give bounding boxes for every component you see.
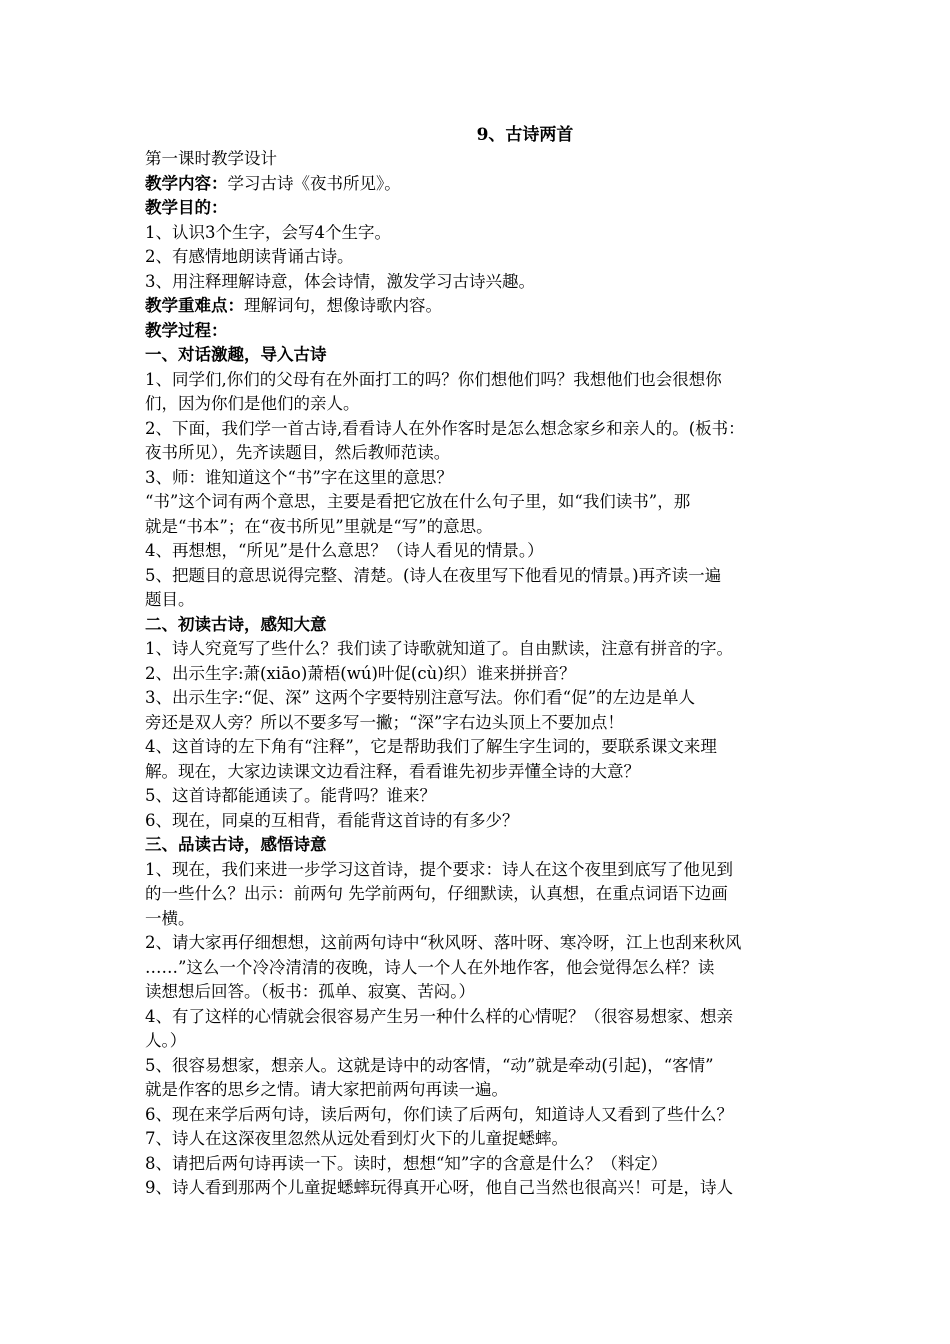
section-label: 二、初读古诗，感知大意: [145, 614, 327, 634]
text-line: [145, 196, 811, 221]
line-text: 1、同学们,你们的父母有在外面打工的吗？你们想他们吗？我想他们也会很想你: [145, 369, 722, 389]
text-line: [145, 1103, 811, 1128]
text-line: [145, 1054, 811, 1079]
line-text: 9、诗人看到那两个儿童捉蟋蟀玩得真开心呀，他自己当然也很高兴！可是，诗人: [145, 1178, 733, 1197]
text-line: [145, 1176, 811, 1201]
line-text: 4、再想想，“所见”是什么意思？（诗人看见的情景。）: [145, 541, 544, 560]
text-line: [145, 980, 811, 1005]
line-text: 6、现在来学后两句诗，读后两句，你们读了后两句，知道诗人又看到了些什么？: [145, 1104, 733, 1124]
text-line: [145, 172, 811, 197]
line-text: 1、认识3个生字，会写4个生字。: [145, 222, 391, 242]
line-text: ……”这么一个冷冷清清的夜晚，诗人一个人在外地作客，他会觉得怎么样？读: [145, 957, 715, 977]
text-line: [145, 956, 811, 981]
section-label: 教学重难点：: [145, 296, 244, 315]
line-text: 夜书所见），先齐读题目，然后教师范读。: [145, 443, 451, 462]
section-label: 教学过程：: [145, 320, 228, 340]
text-line: [145, 858, 811, 883]
line-text: 就是“书本”；在“夜书所见”里就是“写”的意思。: [145, 516, 493, 536]
line-text: 题目。: [145, 590, 195, 609]
text-line: [145, 343, 811, 368]
line-text: 6、现在，同桌的互相背，看能背这首诗的有多少？: [145, 810, 519, 830]
text-line: [145, 466, 811, 491]
section-label: 三、品读古诗，感悟诗意: [145, 835, 327, 854]
text-line: [145, 564, 811, 589]
line-text: 的一些什么？出示：前两句 先学前两句，仔细默读，认真想，在重点词语下边画: [145, 884, 728, 903]
line-text: 5、这首诗都能通读了。能背吗？谁来？: [145, 786, 436, 805]
text-line: [145, 539, 811, 564]
text-line: [145, 637, 811, 662]
line-text: 3、师：谁知道这个“书”字在这里的意思？: [145, 467, 453, 487]
text-line: [145, 1029, 811, 1054]
text-line: [145, 613, 811, 638]
text-line: [145, 907, 811, 932]
line-text: 1、诗人究竟写了些什么？我们读了诗歌就知道了。自由默读，注意有拼音的字。: [145, 639, 733, 658]
line-text: 4、有了这样的心情就会很容易产生另一种什么样的心情呢？（很容易想家、想亲: [145, 1006, 733, 1026]
text-line: [145, 588, 811, 613]
text-line: [145, 294, 811, 319]
line-text: 1、现在，我们来进一步学习这首诗，提个要求：诗人在这个夜里到底写了他见到: [145, 859, 733, 879]
text-line: [145, 245, 811, 270]
section-label: 一、对话激趣，导入古诗: [145, 345, 327, 364]
text-line: [145, 515, 811, 540]
line-text: 解。现在，大家边读课文边看注释，看看谁先初步弄懂全诗的大意？: [145, 761, 640, 781]
text-line: [145, 882, 811, 907]
line-text: 2、下面，我们学一首古诗,看看诗人在外作客时是怎么想念家乡和亲人的。(板书：: [145, 418, 745, 438]
line-text: 人。）: [145, 1031, 187, 1050]
text-line: [145, 735, 811, 760]
text-line: [145, 270, 811, 295]
text-line: [145, 368, 811, 393]
line-text: 4、这首诗的左下角有“注释”，它是帮助我们了解生字生词的，要联系课文来理: [145, 737, 717, 756]
text-line: [145, 417, 811, 442]
text-line: [145, 686, 811, 711]
line-text: 们，因为你们是他们的亲人。: [145, 394, 360, 413]
line-text: 一横。: [145, 908, 195, 928]
text-line: [145, 147, 811, 172]
text-line: [145, 662, 811, 687]
text-line: [145, 711, 811, 736]
text-line: [145, 1078, 811, 1103]
line-text: 旁还是双人旁？所以不要多写一撇；“深”字右边头顶上不要加点！: [145, 712, 624, 732]
text-line: [145, 319, 811, 344]
text-line: [145, 833, 811, 858]
text-line: [145, 441, 811, 466]
document-title: 9、古诗两首: [476, 125, 574, 145]
text-line: [145, 1127, 811, 1152]
line-text: 3、出示生字:“促、深” 这两个字要特别注意写法。你们看“促”的左边是单人: [145, 688, 696, 707]
text-line: [145, 760, 811, 785]
text-line: [145, 490, 811, 515]
line-text: 读想想后回答。（板书：孤单、寂寞、苦闷。）: [145, 982, 475, 1001]
line-text: 就是作客的思乡之情。请大家把前两句再读一遍。: [145, 1080, 508, 1099]
section-label: 教学内容：: [145, 173, 228, 193]
line-text: 2、请大家再仔细想想，这前两句诗中“秋风呀、落叶呀、寒冷呀，江上也刮来秋风: [145, 933, 742, 952]
section-label: 教学目的：: [145, 198, 228, 217]
text-line: [145, 1005, 811, 1030]
line-text: 5、很容易想家，想亲人。这就是诗中的动客情，“动”就是牵动(引起)，“客情”: [145, 1055, 714, 1075]
line-text: 5、把题目的意思说得完整、清楚。(诗人在夜里写下他看见的情景。)再齐读一遍: [145, 565, 722, 585]
text-line: [145, 931, 811, 956]
line-text: 2、有感情地朗读背诵古诗。: [145, 247, 354, 266]
text-line: [145, 392, 811, 417]
line-text: 3、用注释理解诗意，体会诗情，激发学习古诗兴趣。: [145, 271, 535, 291]
line-text: 7、诗人在这深夜里忽然从远处看到灯火下的儿童捉蟋蟀。: [145, 1129, 568, 1148]
document-body: [145, 147, 811, 1201]
text-line: [145, 1152, 811, 1177]
line-text: 第一课时教学设计: [145, 149, 277, 168]
line-text: 8、请把后两句诗再读一下。读时，想想“知”字的含意是什么？（料定）: [145, 1153, 668, 1173]
text-line: [145, 809, 811, 834]
text-line: [145, 221, 811, 246]
text-line: [145, 784, 811, 809]
line-text: 理解词句，想像诗歌内容。: [244, 296, 442, 315]
line-text: 学习古诗《夜书所见》。: [227, 173, 401, 193]
line-text: “书”这个词有两个意思，主要是看把它放在什么句子里，如“我们读书”，那: [145, 492, 691, 511]
line-text: 2、出示生字:萧(xiāo)萧梧(wú)叶促(cù)织）谁来拼拼音？: [145, 663, 576, 683]
